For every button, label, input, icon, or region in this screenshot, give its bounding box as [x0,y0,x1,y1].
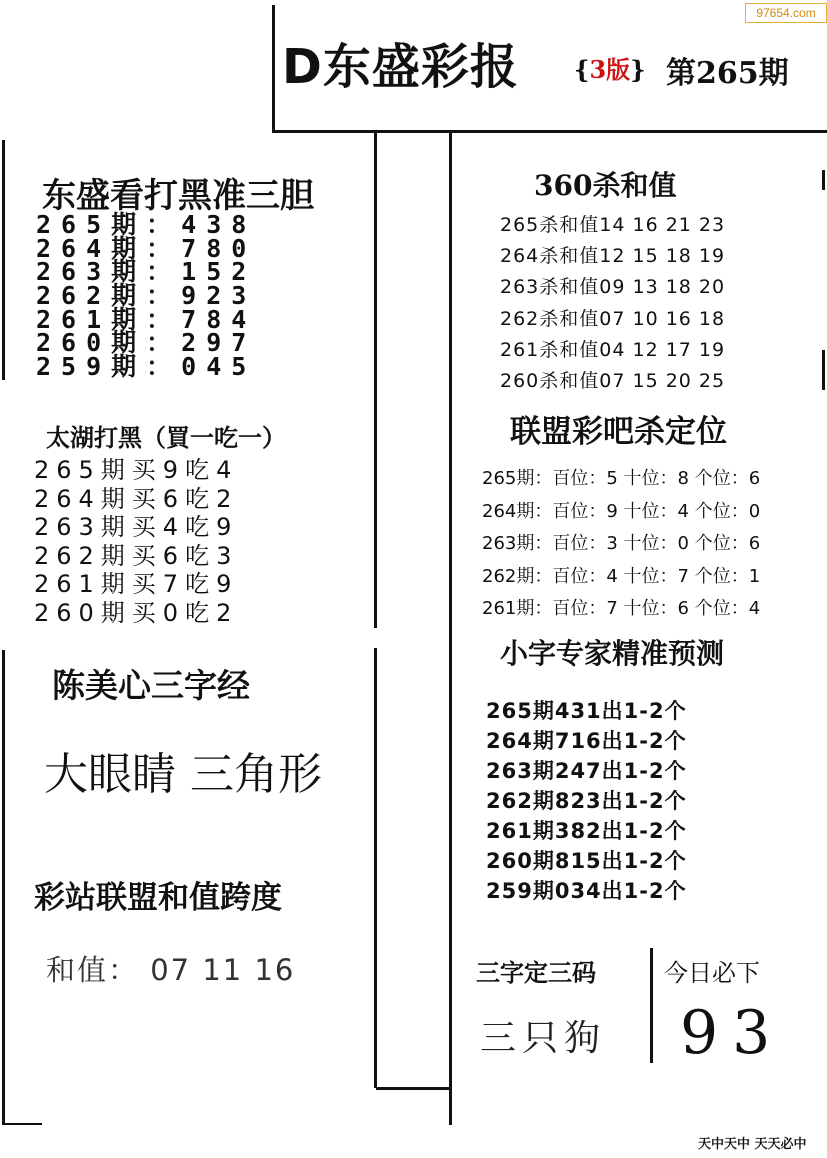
newspaper-title: D东盛彩报 [282,39,519,95]
dongsheng-row: 263期：152 [36,257,257,287]
header-left-border [272,5,275,133]
site-watermark: 97654.com [745,3,827,23]
left-border-top [2,140,5,380]
caizhan-sum-values: 和值： 07 11 16 [46,953,296,987]
header-bottom-border [272,130,827,133]
xiaozi-row: 264期716出1-2个 [486,729,687,753]
dongsheng-row: 260期：297 [36,328,257,358]
sum360-row: 260杀和值07 15 20 25 [500,369,726,392]
edition-brace-open: { [574,55,590,84]
xiaozi-list [486,696,687,906]
lianmeng-row: 262期：百位：4 十位：7 个位：1 [482,565,761,587]
edition-brace-close: } [630,55,646,84]
dongsheng-row: 265期：438 [36,210,257,239]
sum360-list [500,210,725,397]
dongsheng-row: 262期：923 [36,281,257,311]
edition-label [574,50,646,85]
xiaozi-title: 小字专家精准预测 [500,637,725,670]
sum360-row: 264杀和值12 15 18 19 [500,245,726,268]
taihu-title: 太湖打黑（買一吃一） [46,424,286,452]
dongsheng-title: 东盛看打黑准三胆 [42,176,314,216]
xiaozi-row: 263期247出1-2个 [486,759,687,783]
sum360-row: 261杀和值04 12 17 19 [500,338,726,361]
xiaozi-row: 261期382出1-2个 [486,819,687,843]
edition-number: 3版 [589,55,631,84]
center-column-line-left-lower [374,648,377,1088]
sanzi-value: 三只狗 [480,1018,607,1059]
taihu-row: 260期买0吃2 [34,598,239,627]
lianmeng-row: 263期：百位：3 十位：0 个位：6 [482,533,761,554]
xiaozi-row: 260期815出1-2个 [486,849,687,873]
today-value: 93 [680,998,785,1068]
lianmeng-row: 264期：百位：9 十位：4 个位：0 [482,500,761,522]
lianmeng-row: 265期：百位：5 十位：8 个位：6 [482,468,761,489]
dongsheng-row: 261期：784 [36,304,257,334]
sum360-title: 360杀和值 [534,169,677,202]
chenmeixin-words: 大眼睛 三角形 [44,749,322,800]
left-border-bottom [2,650,5,1125]
lianmeng-title: 联盟彩吧杀定位 [510,414,727,450]
dongsheng-row: 259期：045 [36,352,257,382]
center-divider [376,1087,451,1090]
sanzi-title: 三字定三码 [476,959,596,987]
lianmeng-list [482,463,760,626]
sanzi-today-divider [650,948,653,1063]
today-title: 今日必下 [664,959,760,987]
center-column-line-right [449,133,452,1125]
issue-number: 第265期 [666,56,789,91]
footer-slogan: 天中天中 天天必中 [698,1137,807,1152]
right-border-top [822,170,825,190]
xiaozi-row: 259期034出1-2个 [486,879,687,903]
taihu-list [34,456,238,628]
xiaozi-row: 265期431出1-2个 [486,699,687,723]
dongsheng-list [36,210,257,382]
taihu-row: 263期买4吃9 [34,513,239,542]
taihu-row: 261期买7吃9 [34,570,239,599]
chenmeixin-title: 陈美心三字经 [52,666,250,705]
center-column-line-left [374,133,377,628]
sum360-row: 262杀和值07 10 16 18 [500,307,726,330]
taihu-row: 265期买9吃4 [34,456,239,484]
dongsheng-row: 264期：780 [36,233,257,263]
taihu-row: 264期买6吃2 [34,484,239,513]
taihu-row: 262期买6吃3 [34,541,239,570]
xiaozi-row: 262期823出1-2个 [486,789,687,813]
right-border-bottom [822,350,825,390]
sum360-row: 263杀和值09 13 18 20 [500,276,726,299]
sum360-row: 265杀和值14 16 21 23 [500,214,726,236]
caizhan-title: 彩站联盟和值跨度 [34,880,282,916]
lianmeng-row: 261期：百位：7 十位：6 个位：4 [482,598,761,619]
left-bottom-line [2,1123,42,1125]
